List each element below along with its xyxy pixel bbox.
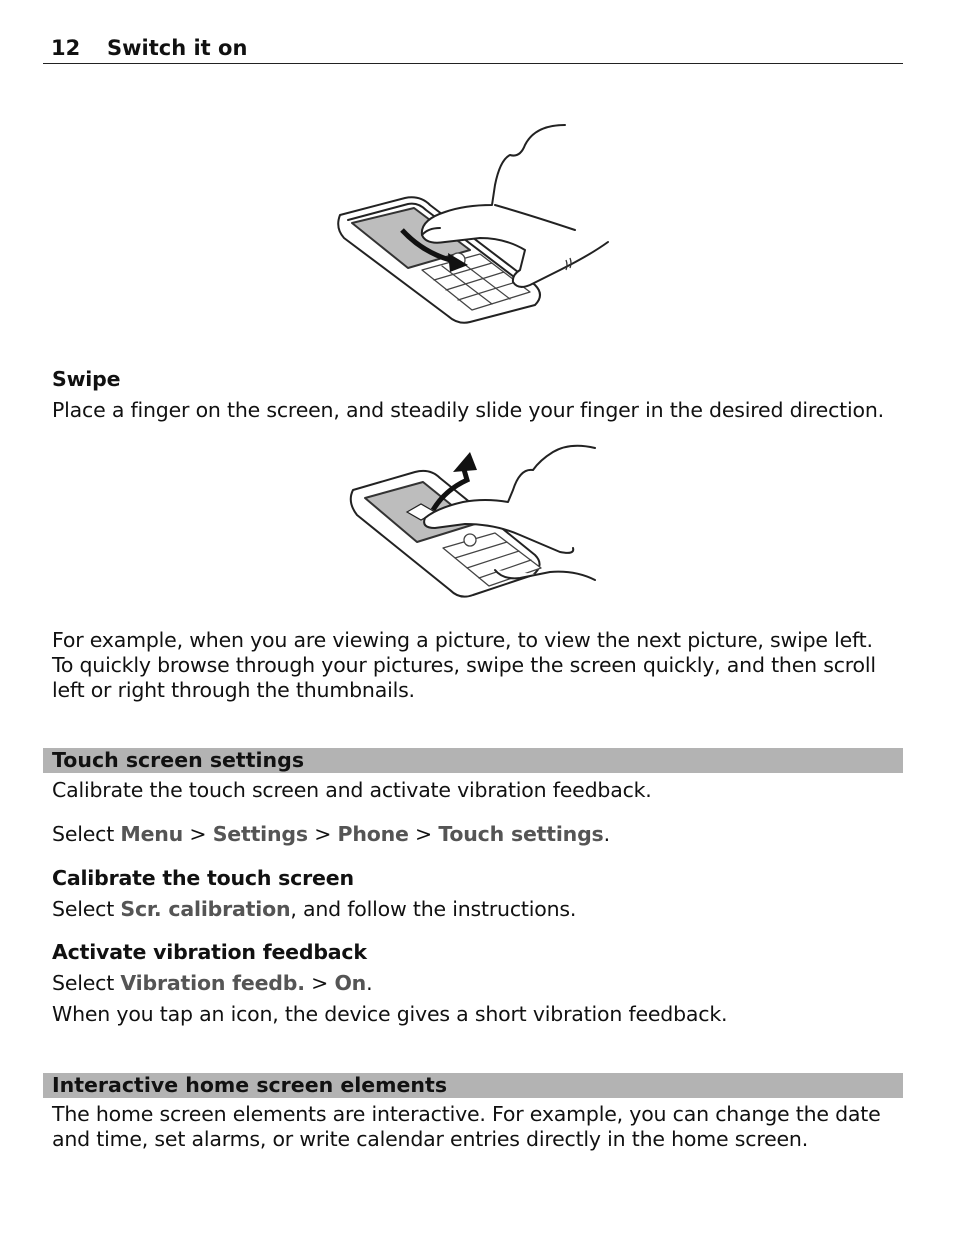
page-number: 12: [51, 36, 81, 60]
path-separator: >: [408, 822, 439, 846]
vibration-note: When you tap an icon, the device gives a short vibration feedback.: [52, 1002, 728, 1026]
touch-settings-intro: Calibrate the touch screen and activate vibration feedback.: [52, 778, 652, 802]
touch-settings-link[interactable]: Touch settings: [438, 822, 604, 846]
on-link[interactable]: On: [334, 971, 367, 995]
swipe-description: Place a finger on the screen, and steadily slide your finger in the desired direction.: [52, 398, 884, 422]
section-title-touch-settings: Touch screen settings: [52, 748, 305, 772]
select-word: Select: [52, 971, 115, 995]
swipe-gesture-illustration: [345, 440, 605, 605]
section-bar-touch-settings: [43, 748, 903, 773]
path-separator: >: [183, 822, 213, 846]
select-word: Select: [52, 897, 115, 921]
home-elements-text: The home screen elements are interactive. For example, you can change the date and time, set alarms, or write calendar entries directly in the home screen.: [52, 1102, 881, 1151]
menu-link[interactable]: Menu: [120, 822, 184, 846]
page-header: [43, 34, 903, 64]
path-end: .: [366, 971, 373, 995]
vibration-instruction: [52, 971, 897, 996]
swipe-heading: Swipe: [52, 367, 121, 391]
phone-link[interactable]: Phone: [337, 822, 409, 846]
path-end: .: [603, 822, 610, 846]
settings-path: [52, 822, 897, 847]
calibrate-rest: , and follow the instructions.: [290, 897, 577, 921]
scr-calibration-link[interactable]: Scr. calibration: [120, 897, 291, 921]
vibration-heading: Activate vibration feedback: [52, 940, 367, 964]
section-title: Switch it on: [107, 36, 248, 60]
vibration-feedb-link[interactable]: Vibration feedb.: [120, 971, 305, 995]
calibrate-instruction: [52, 897, 897, 922]
drag-gesture-illustration: [330, 120, 620, 330]
settings-link[interactable]: Settings: [212, 822, 308, 846]
section-title-home-elements: Interactive home screen elements: [52, 1073, 448, 1097]
calibrate-heading: Calibrate the touch screen: [52, 866, 354, 890]
path-separator: >: [307, 822, 338, 846]
swipe-example: For example, when you are viewing a picture, to view the next picture, swipe left. To quickly browse through your pictures, swipe the screen quickly, and then scroll left or right through the thumbnails.: [52, 628, 876, 702]
select-word: Select: [52, 822, 115, 846]
path-separator: >: [304, 971, 335, 995]
section-bar-home-elements: [43, 1073, 903, 1098]
